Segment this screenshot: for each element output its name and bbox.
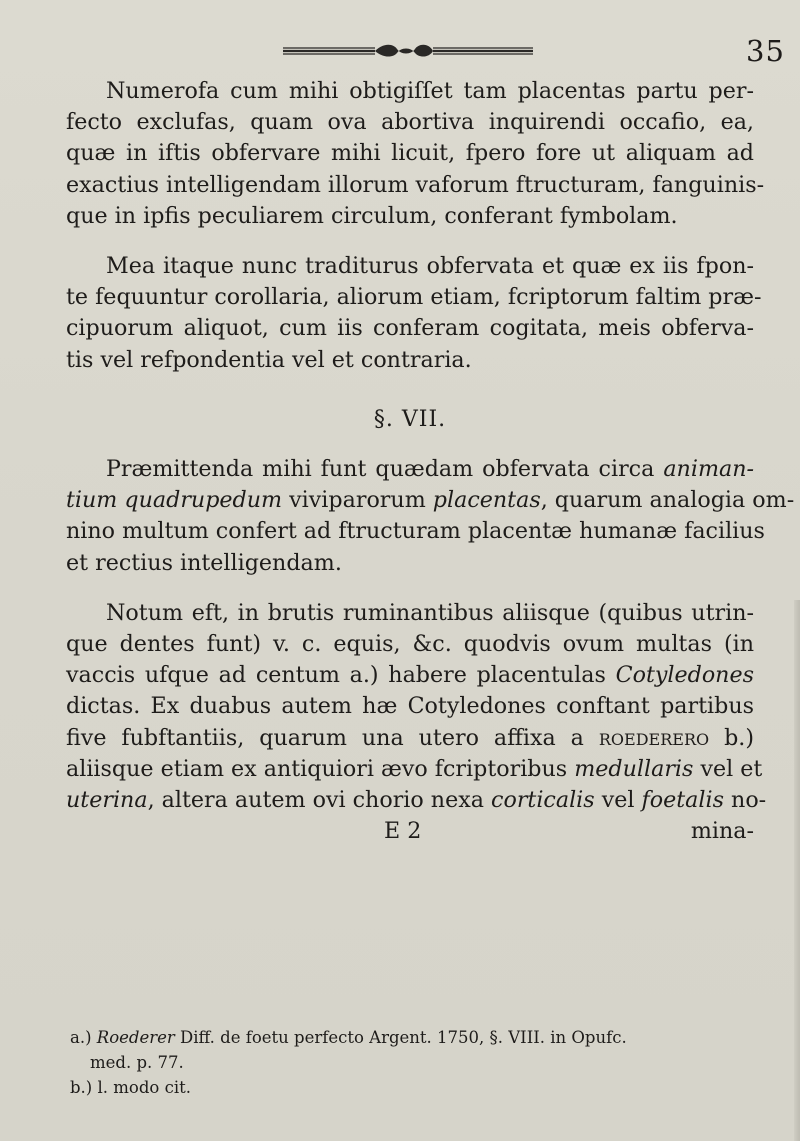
ornament-rule-icon bbox=[283, 41, 533, 61]
text-line: Mea itaque nunc traditurus obfervata et quæ ex iis fpon- bbox=[106, 253, 754, 280]
text-line: cipuorum aliquot, cum iis conferam cogitata, meis obferva- bbox=[66, 315, 754, 342]
text-line: nino multum confert ad ftructuram placentæ humanæ facilius bbox=[66, 518, 765, 545]
text-line: Numerofa cum mihi obtigiſſet tam placentas partu per- bbox=[106, 78, 754, 104]
header-ornament bbox=[283, 41, 533, 61]
page-edge bbox=[794, 600, 800, 1141]
text-line: dictas. Ex duabus autem hæ Cotyledones conftant partibus bbox=[66, 693, 754, 720]
text-line: fecto exclufas, quam ova abortiva inquirendi occafio, ea, bbox=[66, 109, 754, 136]
text-line: vaccis ufque ad centum a.) habere placentulas Cotyledones bbox=[66, 662, 754, 689]
text-line: et rectius intelligendam. bbox=[66, 549, 342, 576]
text-line: tium quadrupedum viviparorum placentas, quarum analogia om- bbox=[66, 487, 795, 514]
footnotes bbox=[70, 1025, 760, 1100]
signature-mark: E 2 bbox=[384, 818, 422, 845]
text-line: five fubftantiis, quarum una utero affixa a roedererо b.) bbox=[66, 724, 755, 751]
paragraph-1 bbox=[66, 76, 765, 232]
paragraph-4 bbox=[66, 598, 767, 848]
text-line: uterina, altera autem ovi chorio nexa corticalis vel foetalis no- bbox=[66, 787, 767, 814]
footnote-b: b.) l. modo cit. bbox=[70, 1078, 191, 1097]
text-line: que in ipfis peculiarem circulum, conferant fymbolam. bbox=[66, 202, 678, 229]
text-line: tis vel refpondentia vel et contraria. bbox=[66, 346, 472, 373]
paragraph-3 bbox=[66, 454, 795, 579]
text-line: Præmittenda mihi funt quædam obfervata circa animan- bbox=[106, 456, 754, 483]
body-text bbox=[66, 76, 795, 847]
footnote-a: a.) Roederer Diff. de foetu perfecto Argent. 1750, §. VIII. in Opufc. bbox=[70, 1028, 627, 1047]
signature-line bbox=[66, 816, 754, 847]
catchword: mina- bbox=[690, 818, 754, 845]
footnote-a-continued: med. p. 77. bbox=[90, 1053, 184, 1072]
section-heading: §. VII. bbox=[373, 406, 447, 432]
text-line: aliisque etiam ex antiquiori ævo fcriptoribus medullaris vel et bbox=[66, 755, 763, 782]
text-line: Notum eft, in brutis ruminantibus aliisque (quibus utrin- bbox=[106, 599, 754, 626]
text-line: te fequuntur corollaria, aliorum etiam, fcriptorum faltim præ- bbox=[66, 284, 762, 311]
text-line: quæ in iftis obfervare mihi licuit, fpero fore ut aliquam ad bbox=[66, 140, 754, 167]
text-line: exactius intelligendam illorum vaforum ftructuram, fanguinis- bbox=[66, 171, 765, 198]
text-line: que dentes funt) v. c. equis, &c. quodvis ovum multas (in bbox=[66, 631, 754, 658]
paragraph-2 bbox=[66, 251, 762, 376]
page-number: 35 bbox=[746, 34, 785, 68]
